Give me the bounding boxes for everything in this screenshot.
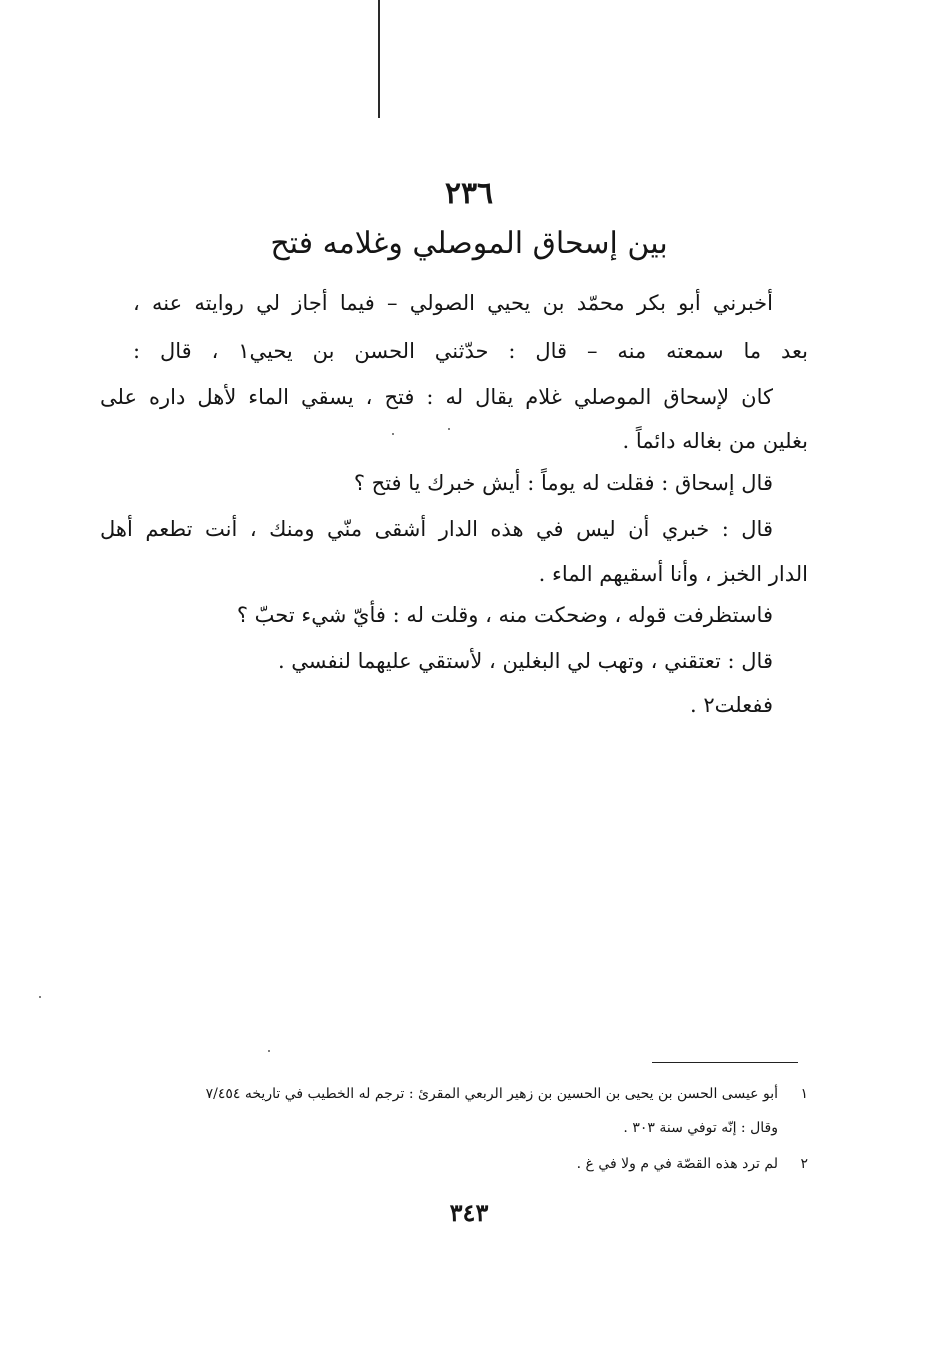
footnote-2-number: ٢ [800, 1156, 808, 1172]
text-line-6: قال : خبري أن ليس في هذه الدار أشقى منّي ومنك ، أنت تطعم أهل [100, 517, 773, 541]
text-line-8: فاستظرفت قوله ، وضحكت منه ، وقلت له : فأيّ شيء تحبّ ؟ [236, 603, 773, 627]
footnote-1-line-2: وقال : إنّه توفي سنة ٣٠٣ . [623, 1120, 778, 1136]
footnote-separator [652, 1062, 798, 1063]
text-line-10: ففعلت٢ . [689, 693, 773, 717]
footnote-2-line-1: لم ترد هذه القصّة في م ولا في غ . [576, 1156, 778, 1172]
ink-speck [448, 428, 450, 430]
page-number: ٣٤٣ [449, 1198, 489, 1227]
story-title: بين إسحاق الموصلي وغلامه فتح [270, 226, 668, 261]
story-number: ٢٣٦ [444, 176, 494, 211]
ink-speck [39, 996, 41, 998]
ink-speck [268, 1050, 270, 1052]
text-line-2: بعد ما سمعته منه – قال : حدّثني الحسن بن يحيي١ ، قال : [133, 339, 808, 363]
text-line-7: الدار الخبز ، وأنا أسقيهم الماء . [538, 562, 808, 586]
ink-speck [392, 433, 394, 435]
text-line-1: أخبرني أبو بكر محمّد بن يحيي الصولي – فيما أجاز لي روايته عنه ، [133, 291, 773, 315]
text-line-5: قال إسحاق : فقلت له يوماً : أيش خبرك يا فتح ؟ [353, 471, 773, 495]
text-line-3: كان لإسحاق الموصلي غلام يقال له : فتح ، يسقي الماء لأهل داره على [100, 385, 773, 409]
page-crease [378, 0, 380, 118]
footnote-1-line-1: أبو عيسى الحسن بن يحيى بن الحسين بن زهير الربعي المقرئ : ترجم له الخطيب في تاريخه ٧/٤٥٤ [205, 1086, 778, 1102]
text-line-9: قال : تعتقني ، وتهب لي البغلين ، لأستقي عليهما لنفسي . [277, 649, 773, 673]
text-line-4: بغلين من بغاله دائماً . [622, 429, 808, 453]
footnote-1-number: ١ [800, 1086, 808, 1102]
